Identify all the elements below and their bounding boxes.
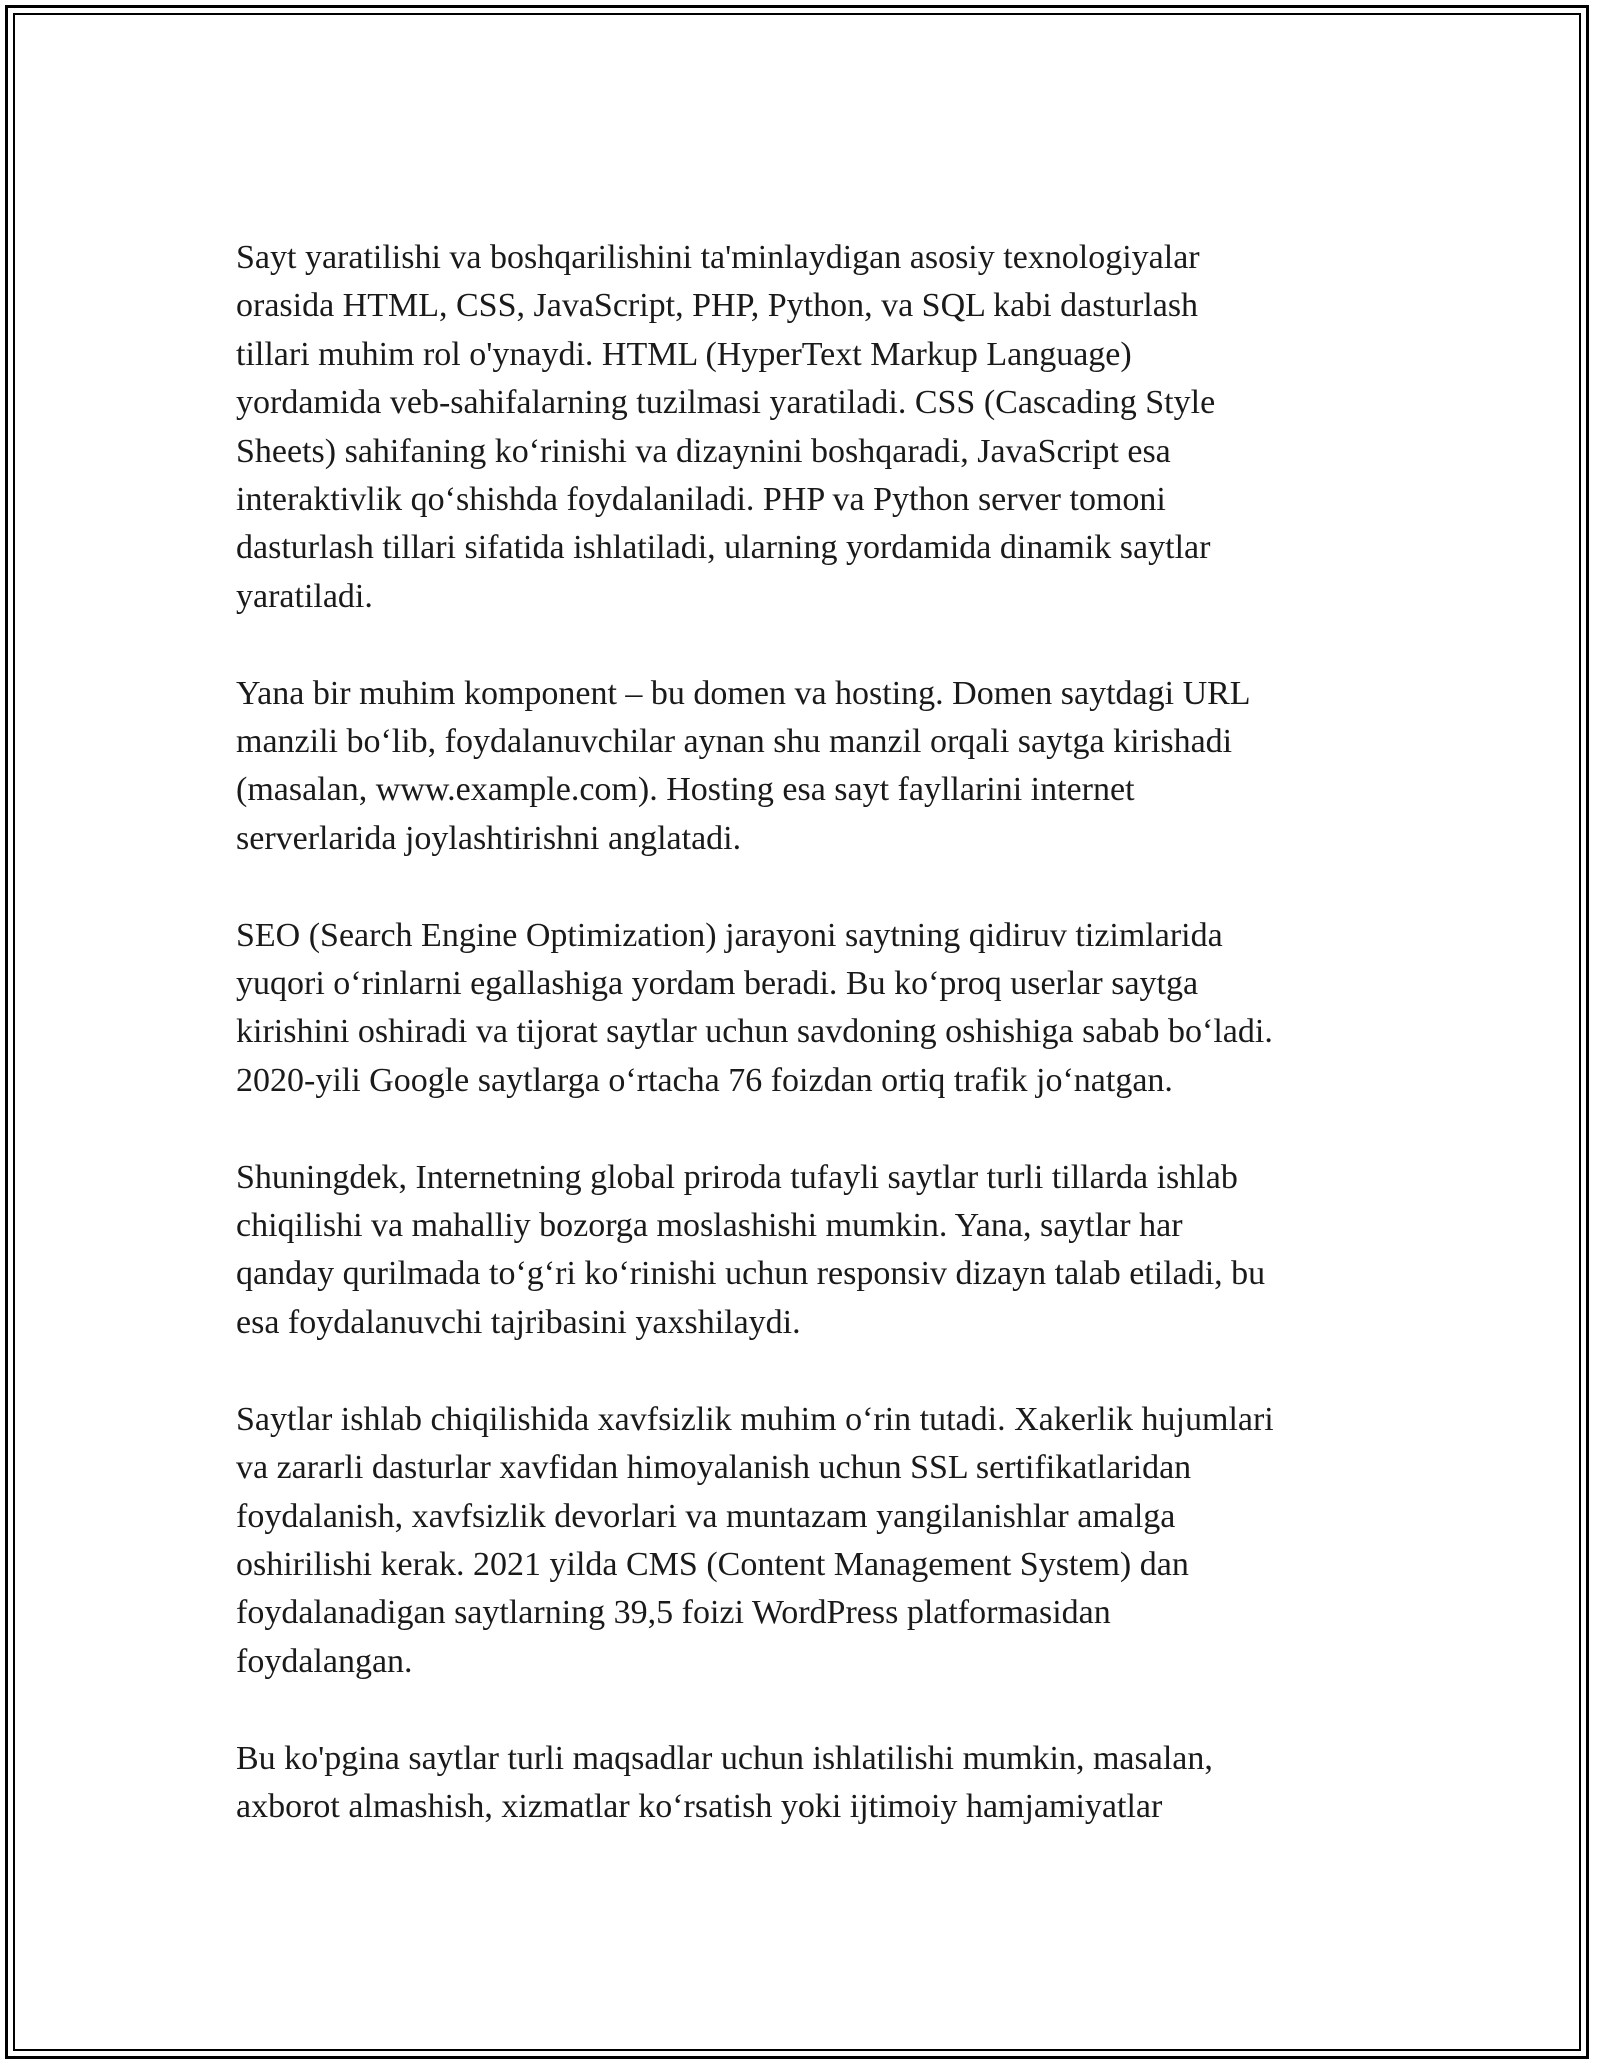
paragraph-technologies <box>236 234 1366 621</box>
text-line: dasturlash tillari sifatida ishlatiladi, ularning yordamida dinamik saytlar <box>236 529 1211 567</box>
text-line: foydalanadigan saytlarning 39,5 foizi WordPress platformasidan <box>236 1594 1111 1632</box>
text-line: Sheets) sahifaning koʻrinishi va dizaynini boshqaradi, JavaScript esa <box>236 432 1171 470</box>
text-line: orasida HTML, CSS, JavaScript, PHP, Python, va SQL kabi dasturlash <box>236 287 1199 325</box>
text-line: yuqori oʻrinlarni egallashiga yordam beradi. Bu koʻproq userlar saytga <box>236 965 1199 1003</box>
text-line: Bu ko'pgina saytlar turli maqsadlar uchun ishlatilishi mumkin, masalan, <box>236 1739 1213 1777</box>
text-line: serverlarida joylashtirishni anglatadi. <box>236 819 742 857</box>
text-line: kirishini oshiradi va tijorat saytlar uchun savdoning oshishiga sabab boʻladi. <box>236 1013 1273 1051</box>
text-line: foydalangan. <box>236 1642 413 1680</box>
paragraph-purposes <box>236 1735 1366 1832</box>
text-line: yordamida veb-sahifalarning tuzilmasi yaratiladi. CSS (Cascading Style <box>236 384 1216 422</box>
text-line: va zararli dasturlar xavfidan himoyalanish uchun SSL sertifikatlaridan <box>236 1449 1192 1487</box>
paragraph-seo <box>236 912 1366 1106</box>
text-line: chiqilishi va mahalliy bozorga moslashishi mumkin. Yana, saytlar har <box>236 1207 1183 1245</box>
text-line: Saytlar ishlab chiqilishida xavfsizlik muhim oʻrin tutadi. Xakerlik hujumlari <box>236 1400 1274 1438</box>
text-line: Yana bir muhim komponent – bu domen va hosting. Domen saytdagi URL <box>236 674 1251 712</box>
text-line: SEO (Search Engine Optimization) jarayoni saytning qidiruv tizimlarida <box>236 916 1223 954</box>
text-line: qanday qurilmada toʻgʻri koʻrinishi uchun responsiv dizayn talab etiladi, bu <box>236 1255 1266 1293</box>
text-line: foydalanish, xavfsizlik devorlari va muntazam yangilanishlar amalga <box>236 1497 1176 1535</box>
text-line: axborot almashish, xizmatlar koʻrsatish yoki ijtimoiy hamjamiyatlar <box>236 1787 1163 1825</box>
text-line: Shuningdek, Internetning global priroda tufayli saytlar turli tillarda ishlab <box>236 1158 1238 1196</box>
paragraph-security <box>236 1396 1366 1686</box>
paragraph-domain-hosting <box>236 670 1366 864</box>
document-body <box>236 234 1366 1880</box>
text-line: Sayt yaratilishi va boshqarilishini ta'minlaydigan asosiy texnologiyalar <box>236 239 1200 276</box>
text-line: (masalan, www.example.com). Hosting esa sayt fayllarini internet <box>236 771 1135 809</box>
text-line: manzili boʻlib, foydalanuvchilar aynan shu manzil orqali saytga kirishadi <box>236 723 1233 761</box>
text-line: 2020-yili Google saytlarga oʻrtacha 76 foizdan ortiq trafik joʻnatgan. <box>236 1061 1173 1099</box>
text-line: esa foydalanuvchi tajribasini yaxshilaydi. <box>236 1303 801 1341</box>
text-line: tillari muhim rol o'ynaydi. HTML (HyperText Markup Language) <box>236 335 1132 373</box>
paragraph-global-responsive <box>236 1154 1366 1348</box>
text-line: yaratiladi. <box>236 577 373 615</box>
text-line: interaktivlik qoʻshishda foydalaniladi. PHP va Python server tomoni <box>236 481 1166 519</box>
text-line: oshirilishi kerak. 2021 yilda CMS (Content Management System) dan <box>236 1545 1189 1583</box>
